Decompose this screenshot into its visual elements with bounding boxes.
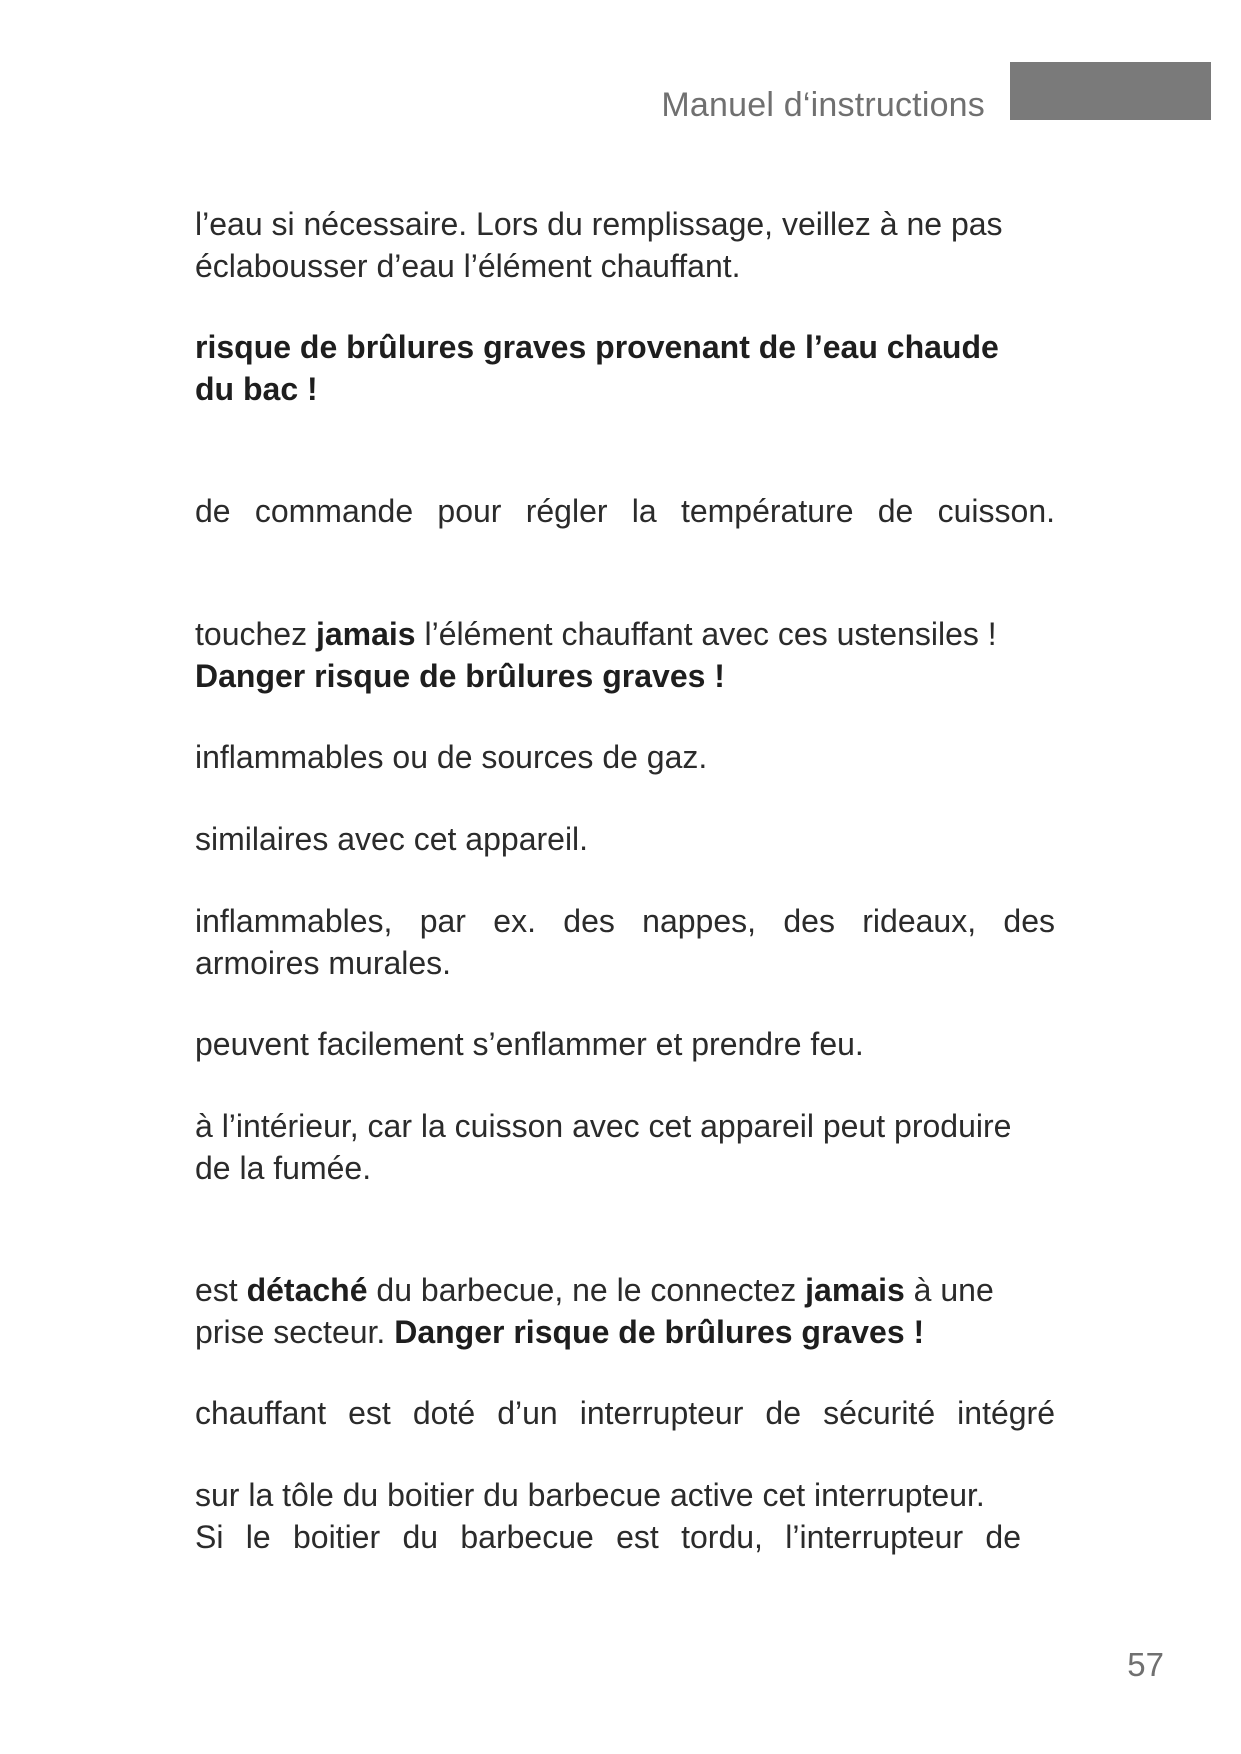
text-line: prise secteur.	[195, 1314, 395, 1350]
text-line: sur la tôle du boitier du barbecue active cet interrupteur.	[195, 1477, 985, 1513]
page-number: 57	[1127, 1646, 1164, 1683]
text-line: de commande pour régler la température de cuisson.	[195, 493, 1055, 529]
text-line: est	[195, 1272, 247, 1308]
paragraph-housing-switch	[195, 1474, 1055, 1558]
emphasis-detached: détaché	[246, 1272, 368, 1308]
text-line: à l’intérieur, car la cuisson avec cet appareil peut produire	[195, 1108, 1012, 1144]
warning-burns: Danger risque de brûlures graves !	[394, 1314, 925, 1350]
paragraph-detached-element	[195, 1269, 1055, 1353]
text-line: l’eau si nécessaire. Lors du remplissage, veillez à ne pas	[195, 206, 1003, 242]
text-line: risque de brûlures graves provenant de l’eau chaude	[195, 329, 999, 365]
paragraph-fill-water	[195, 203, 1055, 287]
paragraph-safety-switch	[195, 1392, 1055, 1434]
text-line: du barbecue, ne le connectez	[367, 1272, 806, 1308]
paragraph-catch-fire	[195, 1023, 1055, 1065]
warning-burns: Danger risque de brûlures graves !	[195, 658, 725, 694]
text-line: Si le boitier du barbecue est tordu, l’interrupteur de	[195, 1519, 1021, 1555]
paragraph-similar	[195, 818, 1055, 860]
text-line: similaires avec cet appareil.	[195, 821, 589, 857]
text-line: à une	[904, 1272, 994, 1308]
text-line: éclabousser d’eau l’élément chauffant.	[195, 248, 741, 284]
text-line: armoires murales.	[195, 945, 452, 981]
header-accent-bar	[1010, 62, 1211, 120]
text-line: chauffant est doté d’un interrupteur de sécurité intégré	[195, 1395, 1055, 1431]
text-line: du bac !	[195, 371, 318, 407]
text-line: peuvent facilement s’enflammer et prendre feu.	[195, 1026, 864, 1062]
emphasis-never: jamais	[315, 616, 416, 652]
text-line: de la fumée.	[195, 1150, 372, 1186]
paragraph-temperature-control	[195, 490, 1055, 532]
text-line: l’élément chauffant avec ces ustensiles !	[415, 616, 997, 652]
page-header-title: Manuel d‘instructions	[661, 86, 985, 124]
paragraph-utensils	[195, 613, 1055, 697]
emphasis-never: jamais	[805, 1272, 905, 1308]
paragraph-flammables-gas	[195, 736, 1055, 778]
warning-hot-water	[195, 326, 1055, 410]
text-line: inflammables ou de sources de gaz.	[195, 739, 708, 775]
paragraph-flammable-materials	[195, 900, 1055, 984]
text-line: inflammables, par ex. des nappes, des rideaux, des	[195, 903, 1055, 939]
text-line: touchez	[195, 616, 316, 652]
paragraph-indoor-smoke	[195, 1105, 1055, 1189]
